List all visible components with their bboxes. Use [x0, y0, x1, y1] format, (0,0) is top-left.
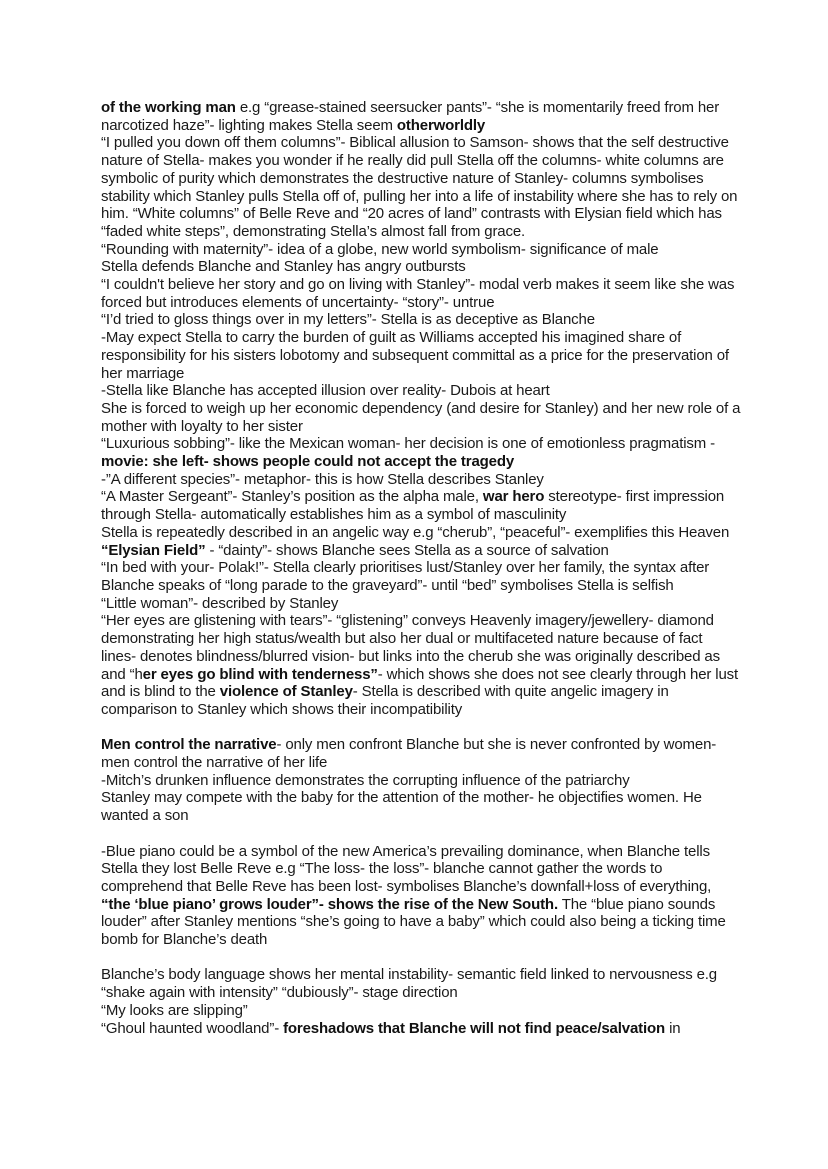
- paragraph-economic-dependency: She is forced to weigh up her economic dependency (and desire for Stanley) and her new role of a mother with loyalty to her sister: [101, 399, 741, 435]
- document-page: [101, 99, 741, 1037]
- section-spacer: [101, 949, 741, 967]
- paragraph-in-bed-polak: “In bed with your- Polak!”- Stella clearly prioritises lust/Stanley over her family, the syntax after Blanche speaks of “long parade to the graveyard”- until “bed” symbolises Stella is selfish: [101, 559, 710, 594]
- section-men-control-narrative: [101, 736, 741, 825]
- paragraph-looks-slipping: “My looks are slipping”: [101, 1001, 248, 1019]
- paragraph-believe-story: “I couldn't believe her story and go on living with Stanley”- modal verb makes it seem like she was forced but introduces elements of uncertainty- “story”- untrue: [101, 276, 735, 311]
- paragraph-body-language: Blanche’s body language shows her mental instability- semantic field linked to nervousness e.g “shake again with intensity” “dubiously”- stage direction: [101, 966, 717, 1002]
- paragraph-glistening-tears: “Her eyes are glistening with tears”- “glistening” conveys Heavenly imagery/jewellery- diamond demonstrating her high status/wealth but also her dual or multifaceted nature because of fact lines- denotes blindness/blurred vision- but links into the cherub she was originally described as and “her eyes go blind with tenderness”- which shows she does not see clearly through her lust and is blind to the violence of Stanley- Stella is described with quite angelic imagery in comparison to Stanley which shows their incompatibility: [101, 612, 739, 718]
- paragraph-columns: “I pulled you down off them columns”- Biblical allusion to Samson- shows that the self destructive nature of Stella- makes you wonder if he really did pull Stella off the columns- white columns are symbolic of purity which demonstrates the destructive nature of Stanley- columns symbolises stability which Stanley pulls Stella off of, pulling her into a life of instability where she has to rely on him. “White columns” of Belle Reve and “20 acres of land” contrasts with Elysian field which has “faded white steps”, demonstrating Stella’s almost fall from grace.: [101, 134, 738, 240]
- paragraph-little-woman: “Little woman”- described by Stanley: [101, 594, 339, 612]
- section-blue-piano: [101, 843, 741, 949]
- paragraph-ghoul-woodland: “Ghoul haunted woodland”- foreshadows that Blanche will not find peace/salvation in: [101, 1019, 681, 1037]
- paragraph-men-control: Men control the narrative- only men confront Blanche but she is never confronted by women- men control the narrative of her life: [101, 736, 717, 771]
- paragraph-different-species: -”A different species”- metaphor- this is how Stella describes Stanley: [101, 470, 544, 488]
- paragraph-luxurious-sobbing: “Luxurious sobbing”- like the Mexican woman- her decision is one of emotionless pragmatism - movie: she left- shows people could not accept the tragedy: [101, 435, 715, 471]
- paragraph-burden-guilt: -May expect Stella to carry the burden of guilt as Williams accepted his imagined share of responsibility for his sisters lobotomy and subsequent committal as a price for the preservation of her marriage: [101, 329, 729, 382]
- section-spacer: [101, 719, 741, 737]
- paragraph-compete-baby: Stanley may compete with the baby for the attention of the mother- he objectifies women. He wanted a son: [101, 789, 702, 825]
- section-stella-analysis: [101, 99, 741, 719]
- paragraph-maternity: “Rounding with maternity”- idea of a globe, new world symbolism- significance of male: [101, 240, 659, 258]
- paragraph-blue-piano: -Blue piano could be a symbol of the new America’s prevailing dominance, when Blanche tells Stella they lost Belle Reve e.g “The loss- the loss”- blanche cannot gather the words to comprehend that Belle Reve has been lost- symbolises Blanche’s downfall+loss of everything, “the ‘blue piano’ grows louder”- shows the rise of the New South. The “blue piano sounds louder” after Stanley mentions “she’s going to have a baby” which could also being a ticking time bomb for Blanche’s death: [101, 842, 726, 949]
- paragraph-defends-blanche: Stella defends Blanche and Stanley has angry outbursts: [101, 258, 466, 276]
- paragraph-illusion-reality: -Stella like Blanche has accepted illusion over reality- Dubois at heart: [101, 382, 550, 400]
- paragraph-gloss-things: “I’d tried to gloss things over in my letters”- Stella is as deceptive as Blanche: [101, 311, 595, 329]
- section-body-language: [101, 966, 741, 1037]
- paragraph-angelic-way: Stella is repeatedly described in an angelic way e.g “cherub”, “peaceful”- exemplifies this Heaven “Elysian Field” - “dainty”- shows Blanche sees Stella as a source of salvation: [101, 523, 730, 559]
- paragraph-mitch-drunken: -Mitch’s drunken influence demonstrates the corrupting influence of the patriarchy: [101, 771, 630, 789]
- paragraph-working-man: of the working man e.g “grease-stained seersucker pants”- “she is momentarily freed from her narcotized haze”- lighting makes Stella seem otherworldly: [101, 99, 720, 134]
- section-spacer: [101, 825, 741, 843]
- paragraph-master-sergeant: “A Master Sergeant”- Stanley’s position as the alpha male, war hero stereotype- first impression through Stella- automatically establishes him as a symbol of masculinity: [101, 488, 725, 524]
